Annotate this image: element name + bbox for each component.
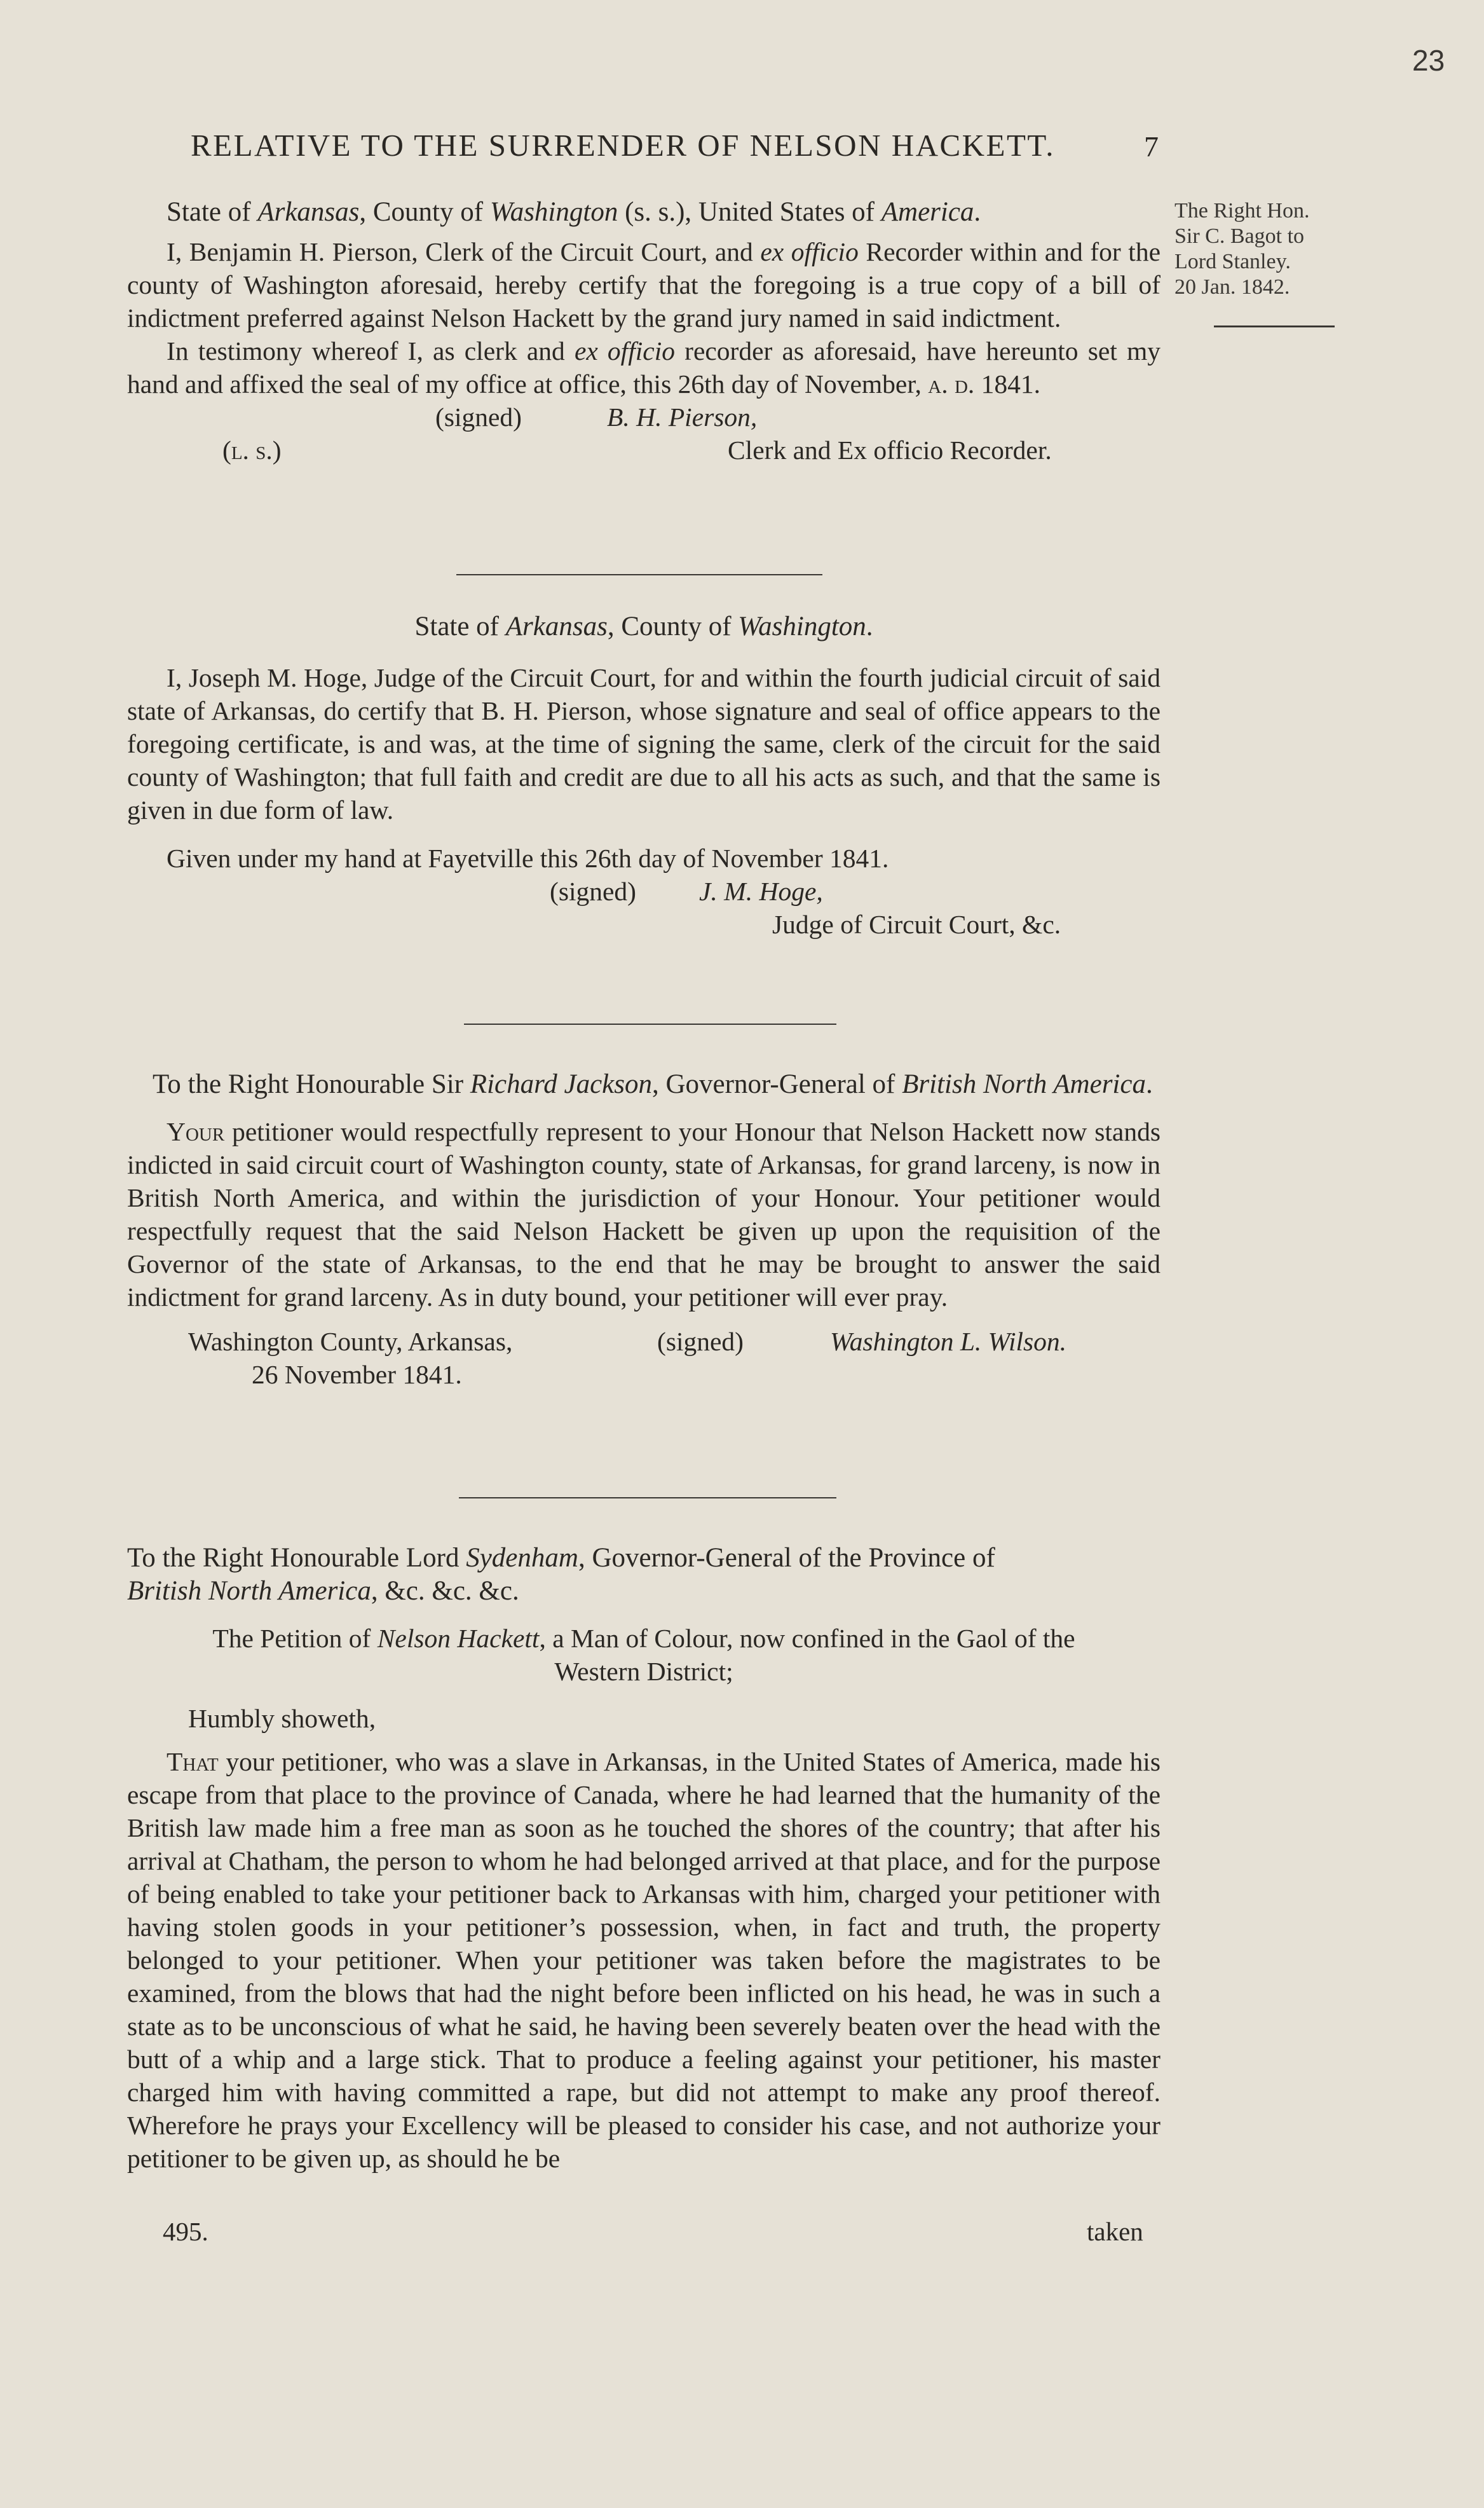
folio: 7 — [1144, 130, 1159, 163]
margin-note-line: Sir C. Bagot to — [1174, 224, 1305, 248]
signature-line — [127, 875, 1161, 908]
petition-hackett — [127, 1542, 1161, 2175]
margin-divider — [1214, 325, 1335, 327]
signature-line — [127, 1325, 1161, 1358]
certificate-paragraph: I, Joseph M. Hoge, Judge of the Circuit Court, for and within the fourth judicial circuit of said state of Arkansas, do certify that B. H. Pierson, whose signature and seal of office appears to the foregoing certificate, is and was, at the time of signing the same, clerk of the circuit for the said county of Washington; that full faith and credit are due to all his acts as such, and that the same is given in due form of law. — [127, 663, 1161, 825]
petition-wilson — [127, 1068, 1161, 1391]
page-number: 23 — [1412, 44, 1445, 77]
signer-title-line — [127, 908, 1161, 941]
petition-subheading: The Petition of Nelson Hackett, a Man of Colour, now confined in the Gaol of the Western District; — [212, 1624, 1075, 1686]
margin-note-line: Lord Stanley. — [1174, 250, 1291, 273]
petition-date: 26 November 1841. — [252, 1360, 462, 1389]
petition-place: Washington County, Arkansas, — [188, 1327, 513, 1356]
signer-name: Washington L. Wilson. — [830, 1327, 1067, 1356]
section-divider — [464, 1024, 836, 1025]
section-heading: To the Right Honourable Sir Richard Jackson, Governor-General of British North America. — [153, 1069, 1153, 1099]
section-heading: To the Right Honourable Lord Sydenham, Governor-General of the Province of British North America, &c. &c. &c. — [127, 1543, 995, 1606]
signer-name: J. M. Hoge, — [699, 877, 823, 906]
section-divider — [459, 1497, 836, 1498]
signed-label: (signed) — [657, 1327, 744, 1356]
section-heading: State of Arkansas, County of Washington (s. s.), United States of America. — [167, 197, 981, 227]
signer-title: Clerk and Ex officio Recorder. — [728, 435, 1052, 465]
seal-line — [127, 434, 1161, 467]
testimony-paragraph: In testimony whereof I, as clerk and ex officio recorder as aforesaid, have hereunto set my hand and affixed the seal of my office at office, this 26th day of November, a. d. 1841. — [127, 336, 1161, 399]
certificate-clerk — [127, 196, 1161, 467]
greeting: Humbly showeth, — [188, 1704, 376, 1733]
margin-note — [1174, 198, 1352, 300]
catchword: taken — [1087, 2217, 1143, 2246]
section-heading: State of Arkansas, County of Washington. — [414, 612, 873, 641]
running-head — [191, 127, 1169, 163]
signer-title: Judge of Circuit Court, &c. — [772, 910, 1061, 939]
signer-name: B. H. Pierson, — [607, 402, 758, 432]
running-head-title: RELATIVE TO THE SURRENDER OF NELSON HACKETT. — [191, 128, 1055, 163]
date-line — [127, 1358, 1161, 1391]
petition-paragraph: Your petitioner would respectfully represent to your Honour that Nelson Hackett now stands indicted in said circuit court of Washington county, state of Arkansas, for grand larceny, is now in British North America, and within the jurisdiction of your Honour. Your petitioner would respectfully request that the said Nelson Hackett be given up upon the requisition of the Governor of the state of Arkansas, to the end that he may be brought to answer the said indictment for grand larceny. As in duty bound, your petitioner will ever pray. — [127, 1117, 1161, 1312]
signature-line — [127, 401, 1161, 434]
petition-paragraph: That your petitioner, who was a slave in Arkansas, in the United States of America, made his escape from that place to the province of Canada, where he had learned that the humanity of the British law made him a free man as soon as he touched the shores of the country; that after his arrival at Chatham, the person to whom he had belonged arrived at that place, and for the purpose of being enabled to take your petitioner back to Arkansas with him, charged your petitioner with having stolen goods in your petitioner’s possession, when, in fact and truth, the property belonged to your petitioner. When your petitioner was taken before the magistrates to be examined, from the blows that had the night before been inflicted on his head, he was in such a state as to be unconscious of what he said, he having been severely beaten over the head with the butt of a whip and a large stick. That to produce a feeling against your petitioner, his master charged him with having committed a rape, but did not attempt to make any proof thereof. Wherefore he prays your Excellency will be pleased to consider his case, and not authorize your petitioner to be given up, as should he be — [127, 1747, 1161, 2173]
section-divider — [456, 574, 822, 575]
certificate-paragraph: I, Benjamin H. Pierson, Clerk of the Circuit Court, and ex officio Recorder within and for the county of Washington aforesaid, hereby certify that the foregoing is a true copy of a bill of indictment preferred against Nelson Hackett by the grand jury named in said indictment. — [127, 237, 1161, 332]
margin-note-line: The Right Hon. — [1174, 199, 1310, 223]
signature-mark: 495. — [163, 2217, 208, 2246]
margin-note-line: 20 Jan. 1842. — [1174, 275, 1290, 299]
signed-label: (signed) — [435, 402, 522, 432]
signed-label: (signed) — [550, 877, 636, 906]
given-line: Given under my hand at Fayetville this 26th day of November 1841. — [167, 844, 889, 873]
certificate-judge — [127, 610, 1161, 941]
seal-mark: (l. s.) — [222, 435, 282, 465]
